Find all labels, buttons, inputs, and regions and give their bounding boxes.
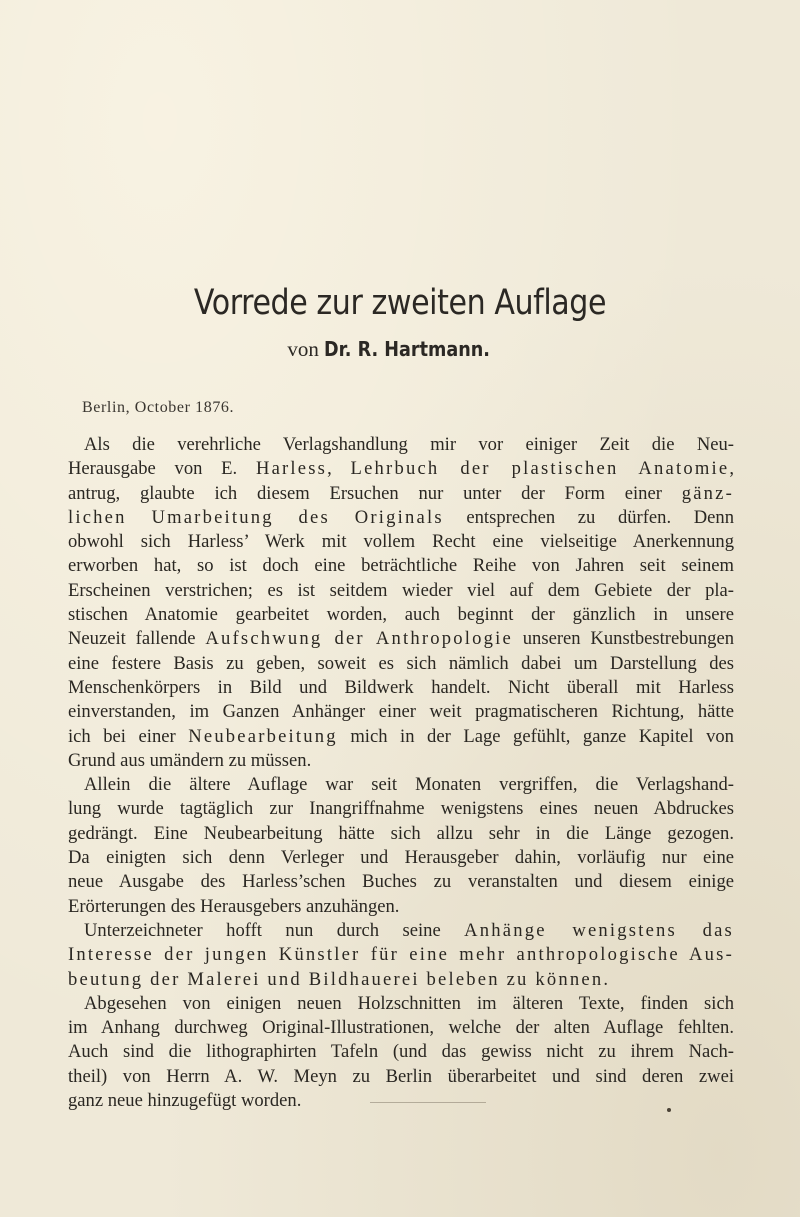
text-line	[68, 554, 734, 578]
footer-rule	[370, 1102, 486, 1103]
text-run: mich in der Lage gefühlt, ganze Kapitel von	[337, 725, 734, 747]
text-line	[68, 457, 734, 481]
text-run: lung wurde tagtäglich zur Inangriffnahme wenigstens eines neuen Abdruckes	[68, 798, 734, 820]
text-run: Erscheinen verstrichen; es ist seitdem wieder viel auf dem Gebiete der pla-	[68, 579, 734, 601]
text-line	[68, 530, 734, 554]
text-line	[68, 822, 734, 846]
text-line	[68, 797, 734, 821]
spaced-emphasis: Aufschwung der Anthropologie	[205, 628, 513, 650]
text-run: Herausgabe von E.	[68, 458, 256, 480]
text-line	[68, 676, 734, 700]
author-name: Dr. R. Hartmann.	[324, 337, 491, 361]
text-run: Abgesehen von einigen neuen Holzschnitten im älteren Texte, finden sich	[84, 992, 734, 1014]
text-run: ,	[729, 458, 734, 480]
page-title: Vorrede zur zweiten Auflage	[193, 283, 607, 323]
text-run: ,	[327, 458, 351, 480]
text-run: stischen Anatomie gearbeitet worden, auch beginnt der gänzlich in unsere	[68, 604, 734, 626]
text-line	[68, 627, 734, 651]
text-run: Unterzeichneter hofft nun durch seine	[84, 919, 465, 941]
text-line	[68, 579, 734, 603]
byline-prefix: von	[287, 337, 319, 361]
text-line	[68, 1016, 734, 1040]
paragraph	[68, 433, 734, 773]
text-line	[68, 919, 734, 943]
text-run: Auch sind die lithographirten Tafeln (und das gewiss nicht zu ihrem Nach-	[68, 1041, 734, 1063]
text-line	[68, 846, 734, 870]
spaced-emphasis: Neubearbeitung	[188, 725, 338, 747]
text-run: eine festere Basis zu geben, soweit es sich nämlich dabei um Darstellung des	[68, 652, 734, 674]
text-run: Allein die ältere Auflage war seit Monaten vergriffen, die Verlagshand-	[84, 774, 734, 796]
spaced-emphasis: gänz-	[681, 482, 734, 504]
text-run: Neuzeit fallende	[68, 628, 206, 650]
text-line	[68, 700, 734, 724]
text-run: Erörterungen des Herausgebers anzuhängen.	[68, 895, 400, 917]
text-run: unseren Kunstbestrebungen	[512, 628, 734, 650]
text-line	[68, 725, 734, 749]
text-run: gedrängt. Eine Neubearbeitung hätte sich allzu sehr in die Länge gezogen.	[68, 822, 734, 844]
text-run: theil) von Herrn A. W. Meyn zu Berlin überarbeitet und sind deren zwei	[68, 1065, 734, 1087]
text-line	[68, 773, 734, 797]
spaced-emphasis: Harless	[255, 458, 328, 480]
byline	[0, 339, 800, 360]
text-run: Da einigten sich denn Verleger und Herausgeber dahin, vorläufig nur eine	[68, 847, 734, 869]
preface-body	[68, 433, 734, 1113]
text-line	[68, 506, 734, 530]
text-line	[68, 968, 734, 992]
text-line	[68, 1040, 734, 1064]
text-run: einverstanden, im Ganzen Anhänger einer weit pragmatischeren Richtung, hätte	[68, 701, 734, 723]
text-run: neue Ausgabe des Harless’schen Buches zu veranstalten und diesem einige	[68, 871, 734, 893]
text-run: Grund aus umändern zu müssen.	[68, 749, 312, 771]
text-run: erworben hat, so ist doch eine beträchtliche Reihe von Jahren seit seinem	[68, 555, 734, 577]
text-run: antrug, glaubte ich diesem Ersuchen nur unter der Form einer	[68, 482, 682, 504]
spaced-emphasis: Interesse der jungen Künstler für eine mehr anthropologische Aus-	[68, 944, 734, 966]
spaced-emphasis: Lehrbuch der plastischen Anatomie	[350, 458, 730, 480]
ink-speck	[667, 1108, 671, 1112]
text-line	[68, 482, 734, 506]
text-line	[68, 603, 734, 627]
text-run: ganz neue hinzugefügt worden.	[68, 1090, 302, 1112]
spaced-emphasis: Anhänge wenigstens das	[464, 919, 734, 941]
text-run: obwohl sich Harless’ Werk mit vollem Recht eine vielseitige Anerkennung	[68, 531, 734, 553]
text-run: Als die verehrliche Verlagshandlung mir vor einiger Zeit die Neu-	[84, 434, 734, 455]
text-line	[68, 895, 734, 919]
text-line	[68, 870, 734, 894]
spaced-emphasis: beutung der Malerei und Bildhauerei beleben zu können.	[68, 968, 611, 990]
paragraph	[68, 919, 734, 992]
text-line	[68, 992, 734, 1016]
text-run: im Anhang durchweg Original-Illustrationen, welche der alten Auflage fehlten.	[68, 1017, 734, 1039]
text-line	[68, 1065, 734, 1089]
paragraph	[68, 992, 734, 1113]
place-date: Berlin, October 1876.	[82, 399, 235, 416]
text-run: ich bei einer	[68, 725, 189, 747]
spaced-emphasis: lichen Umarbeitung des Originals	[68, 506, 444, 528]
text-line	[68, 652, 734, 676]
paragraph	[68, 773, 734, 919]
text-line	[68, 943, 734, 967]
text-run: entsprechen zu dürfen. Denn	[443, 506, 734, 528]
text-line	[68, 749, 734, 773]
text-line	[68, 433, 734, 457]
text-run: Menschenkörpers in Bild und Bildwerk handelt. Nicht überall mit Harless	[68, 676, 734, 698]
